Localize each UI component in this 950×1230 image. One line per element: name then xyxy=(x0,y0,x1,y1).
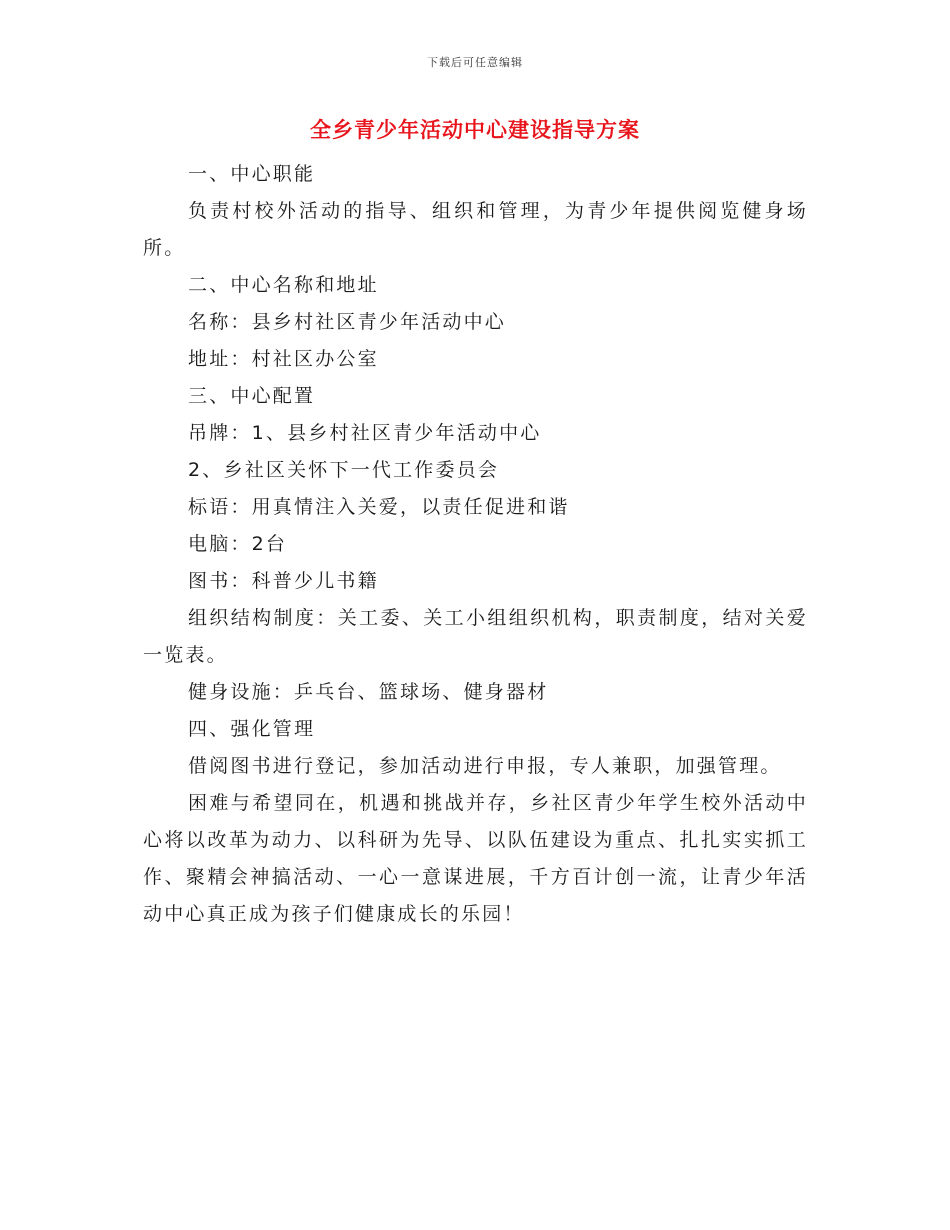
section-1-heading: 一、中心职能 xyxy=(188,163,316,185)
document-body xyxy=(143,156,808,933)
computer-item: 电脑：2台 xyxy=(188,533,288,555)
page-header-note: 下载后可任意编辑 xyxy=(427,56,523,69)
org-structure-item: 组织结构制度：关工委、关工小组组织机构，职责制度，结对关爱一览表。 xyxy=(143,607,808,666)
section-4-heading: 四、强化管理 xyxy=(188,718,316,740)
conclusion-paragraph: 困难与希望同在，机遇和挑战并存，乡社区青少年学生校外活动中心将以改革为动力、以科研为先导、以队伍建设为重点、扎扎实实抓工作、聚精会神搞活动、一心一意谋进展，千方百计创一流，让青少年活动中心真正成为孩子们健康成长的乐园！ xyxy=(143,792,808,925)
section-2-heading: 二、中心名称和地址 xyxy=(188,274,379,296)
section-1-body: 负责村校外活动的指导、组织和管理，为青少年提供阅览健身场所。 xyxy=(143,200,808,259)
fitness-item: 健身设施：乒乓台、篮球场、健身器材 xyxy=(188,681,549,703)
section-4-body: 借阅图书进行登记，参加活动进行申报，专人兼职，加强管理。 xyxy=(188,755,782,777)
sign-item-2: 2、乡社区关怀下一代工作委员会 xyxy=(188,459,500,481)
sign-item-1: 吊牌：1、县乡村社区青少年活动中心 xyxy=(188,422,542,444)
center-name: 名称：县乡村社区青少年活动中心 xyxy=(188,311,507,333)
document-title: 全乡青少年活动中心建设指导方案 xyxy=(310,118,640,142)
slogan-item: 标语：用真情注入关爱，以责任促进和谐 xyxy=(188,496,570,518)
books-item: 图书：科普少儿书籍 xyxy=(188,570,379,592)
section-3-heading: 三、中心配置 xyxy=(188,385,316,407)
center-address: 地址：村社区办公室 xyxy=(188,348,379,370)
